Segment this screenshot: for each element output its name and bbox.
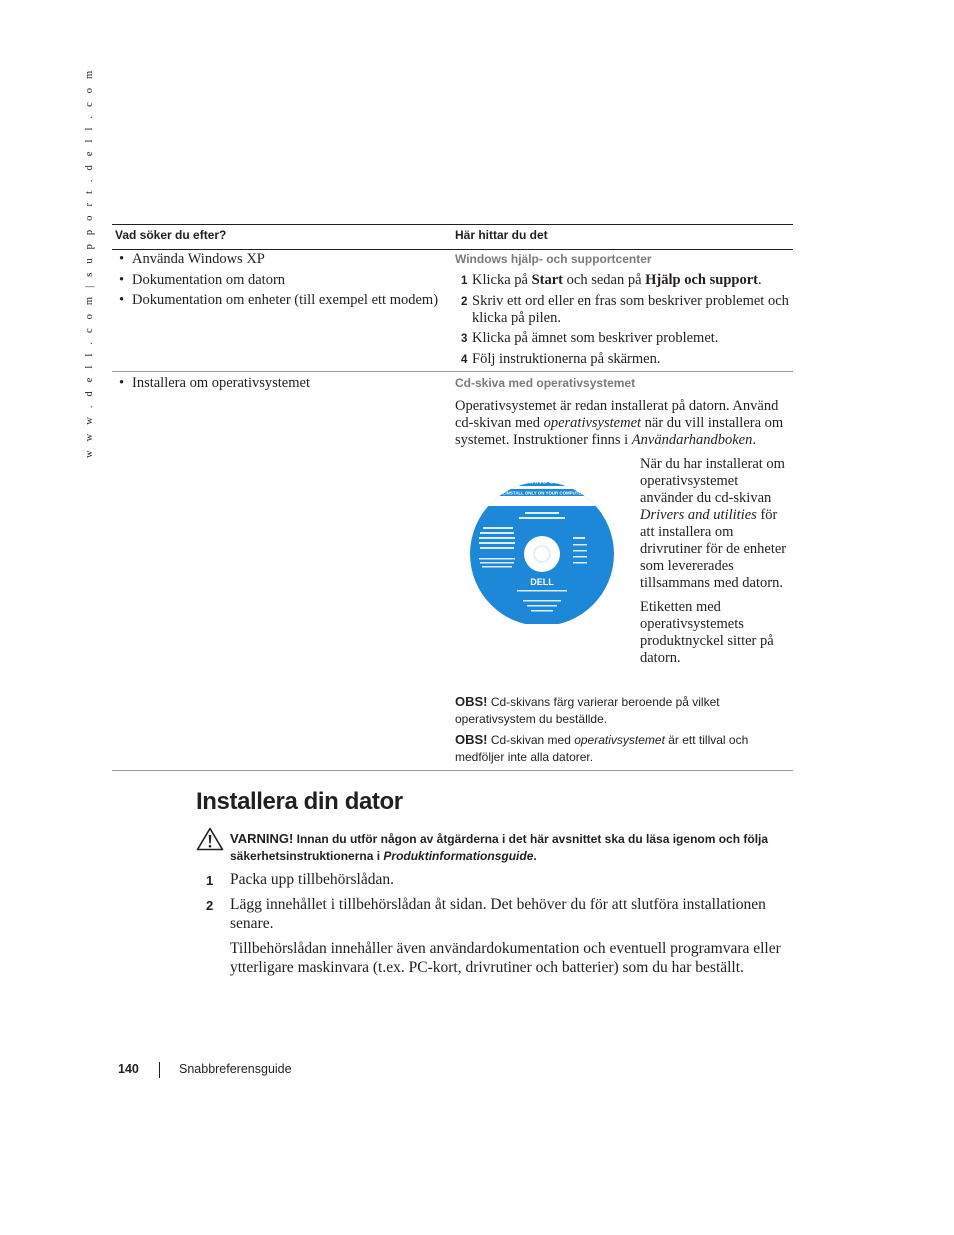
note-cd-color: OBS! Cd-skivans färg varierar beroende på vilket operativsystem du beställde. xyxy=(455,694,720,726)
list-item: • Använda Windows XP xyxy=(112,251,442,268)
list-item: • Dokumentation om enheter (till exempel ett modem) xyxy=(112,292,442,309)
section-title-help: Windows hjälp- och supportcenter xyxy=(455,252,652,266)
cd-banner-text: OPERATING SYSTEM xyxy=(506,478,578,486)
help-step-1: 1 Klicka på Start och sedan på Hjälp och support. xyxy=(461,272,762,288)
table-rule-bottom xyxy=(112,770,793,771)
table-rule-header xyxy=(112,249,793,250)
cd-paragraph-2: När du har installerat om operativsystemet använder du cd-skivan Drivers and utilities för att installera om drivrutiner för de enheter som levererades tillsammans med datorn. xyxy=(640,456,787,591)
col-header-what: Vad söker du efter? xyxy=(115,228,227,242)
table-rule-row1 xyxy=(112,371,793,372)
help-step-4: 4 Följ instruktionerna på skärmen. xyxy=(461,350,661,367)
footer-title: Snabbreferensguide xyxy=(179,1062,292,1076)
cd-paragraph-3: Etiketten med operativsystemets produktnyckel sitter på datorn. xyxy=(640,599,774,666)
os-cd-image xyxy=(461,472,623,624)
cd-logo: DELL xyxy=(530,577,554,587)
list-item: • Installera om operativsystemet xyxy=(112,375,442,392)
footer-divider xyxy=(159,1062,160,1078)
page-number: 140 xyxy=(118,1062,139,1076)
help-step-2: 2 Skriv ett ord eller en fras som beskriver problemet och klicka på pilen. xyxy=(461,292,789,326)
list-item: • Dokumentation om datorn xyxy=(112,272,442,289)
cd-paragraph-1: Operativsystemet är redan installerat på datorn. Använd cd-skivan med operativsystemet när du vill installera om systemet. Instruktioner finns i Användarhandboken. xyxy=(455,398,784,448)
table-rule-top xyxy=(112,224,793,225)
warning-icon xyxy=(196,827,224,851)
page-footer xyxy=(118,1062,292,1076)
row1-items xyxy=(112,251,442,313)
warning-text: VARNING! Innan du utför någon av åtgärderna i det här avsnittet ska du läsa igenom och följa säkerhetsinstruktionerna i Produktinformationsguide. xyxy=(230,831,769,863)
help-steps xyxy=(455,272,791,371)
cd-banner-text-2: REINSTALL ONLY ON YOUR COMPUTER xyxy=(499,490,585,496)
section-heading: Installera din dator xyxy=(196,788,403,815)
cd-hole xyxy=(534,546,550,562)
row2-items xyxy=(112,375,442,396)
side-url: w w w . d e l l . c o m | s u p p o r t . d e l l . c o m xyxy=(84,67,95,458)
note-cd-optional: OBS! Cd-skivan med operativsystemet är ett tillval och medföljer inte alla datorer. xyxy=(455,732,749,764)
help-step-3: 3 Klicka på ämnet som beskriver problemet. xyxy=(461,330,719,346)
section-title-cd: Cd-skiva med operativsystemet xyxy=(455,376,636,390)
col-header-where: Här hittar du det xyxy=(455,228,548,242)
